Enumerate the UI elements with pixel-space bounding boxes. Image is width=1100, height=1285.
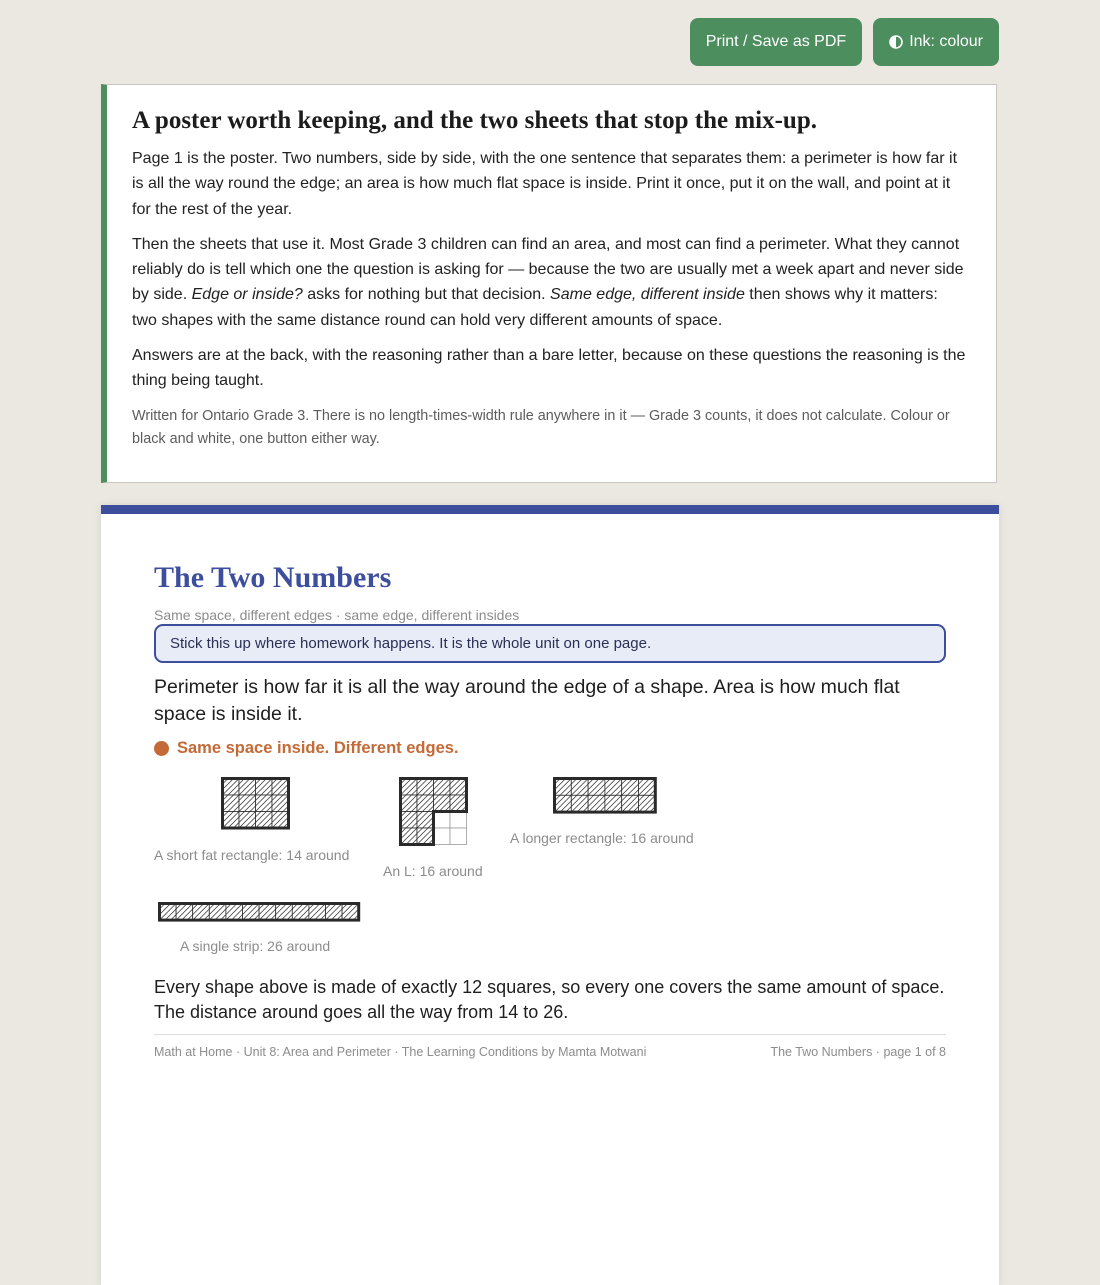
poster-closing: Every shape above is made of exactly 12 squares, so every one covers the same amount of space. The distance around goes all the way from 14 to 26.	[154, 977, 945, 1022]
intro-paragraph-2	[132, 232, 966, 333]
intro-p2-text-b: asks for nothing but that decision.	[302, 286, 551, 304]
ink-toggle-button[interactable]	[873, 18, 999, 66]
ink-toggle-label: Ink: colour	[909, 33, 983, 50]
shape-single-strip	[158, 902, 361, 922]
contrast-icon	[889, 35, 903, 49]
poster-lead: Perimeter is how far it is all the way around the edge of a shape. Area is how much flat space is inside it.	[154, 676, 900, 725]
toolbar	[690, 18, 999, 66]
intro-card	[101, 84, 997, 483]
footer-page: The Two Numbers · page 1 of 8	[770, 1045, 946, 1059]
print-button[interactable]: Print / Save as PDF	[690, 18, 863, 66]
shape-l	[399, 777, 469, 847]
intro-paragraph-3: Answers are at the back, with the reasoning rather than a bare letter, because on these questions the reasoning is the thing being taught.	[132, 347, 966, 390]
intro-paragraph-1: Page 1 is the poster. Two numbers, side by side, with the one sentence that separates them: a perimeter is how far it is all the way round the edge; an area is how much flat space is inside. Print it once, put it on the wall, and point at it for the rest of the year.	[132, 150, 958, 218]
shape-longer-rectangle	[553, 777, 657, 814]
poster-title: The Two Numbers	[154, 561, 392, 594]
intro-p2-text-a: Then the sheets that use it. Most Grade 3 children can find an area, and most can find a perimeter. What they cannot reliably do is tell which one the question is asking for — because the two are usually met a week apart and never side by side.	[132, 235, 964, 304]
intro-title: A poster worth keeping, and the two sheets that stop the mix-up.	[132, 107, 817, 134]
footer-source: Math at Home · Unit 8: Area and Perimeter · The Learning Conditions by Mamta Motwani	[154, 1045, 647, 1059]
shape-caption-4: A single strip: 26 around	[180, 938, 331, 954]
shape-caption-3: A longer rectangle: 16 around	[510, 830, 694, 846]
bullet-dot-icon	[154, 741, 169, 756]
footer-divider	[154, 1034, 946, 1035]
poster-sheet	[101, 505, 999, 1285]
shape-caption-2: An L: 16 around	[383, 863, 483, 879]
poster-callout: Stick this up where homework happens. It is the whole unit on one page.	[154, 624, 946, 663]
shape-caption-1: A short fat rectangle: 14 around	[154, 847, 350, 863]
section-heading-label: Same space inside. Different edges.	[177, 739, 459, 757]
intro-p2-text-c: then shows why it matters: two shapes with the same distance round can hold very different amounts of space.	[132, 286, 938, 329]
section-heading	[154, 739, 459, 758]
intro-p2-em-2: Same edge, different inside	[550, 286, 745, 304]
shape-short-fat-rectangle	[221, 777, 291, 830]
intro-p2-em-1: Edge or inside?	[191, 286, 303, 304]
poster-subtitle: Same space, different edges · same edge, different insides	[154, 607, 520, 623]
intro-note: Written for Ontario Grade 3. There is no length-times-width rule anywhere in it — Grade 3 counts, it does not calculate. Colour or black and white, one button either way.	[132, 407, 950, 447]
